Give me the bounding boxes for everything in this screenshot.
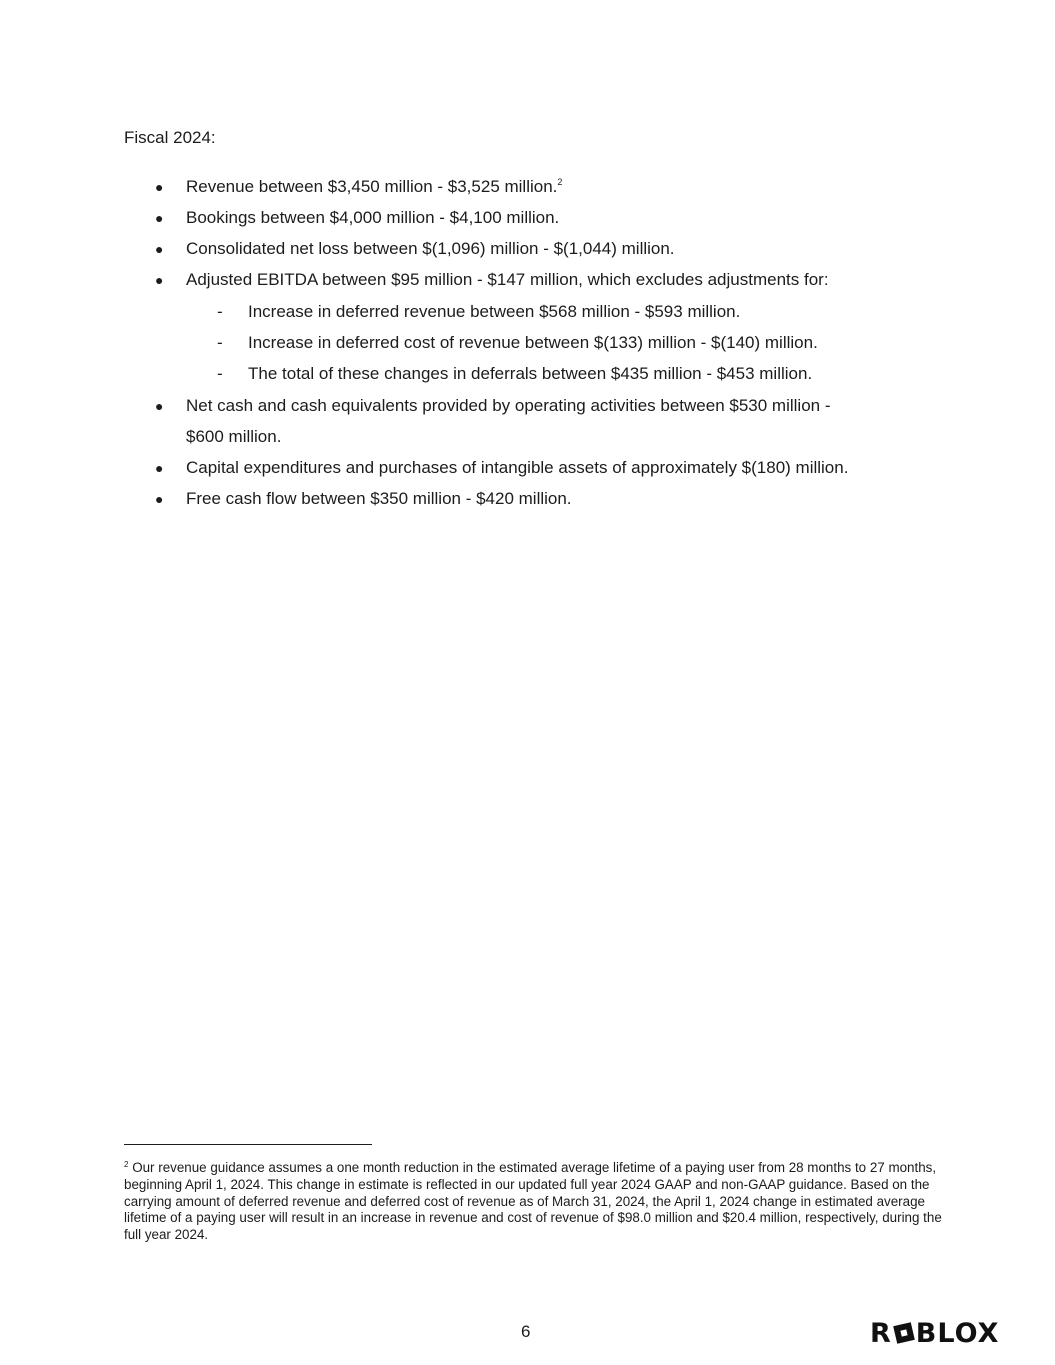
footnote-text: Our revenue guidance assumes a one month reduction in the estimated average lifetime of a paying user from 28 months to 27 months, beginning April 1, 2024. This change in estimate is reflected in our updated full year 2024 GAAP and non-GAAP guidance. Based on the carrying amount of deferred revenue and deferred cost of revenue as of March 31, 2024, the April 1, 2024 change in estimated average lifetime of a paying user will result in an increase in revenue and cost of revenue of $98.0 million and $20.4 million, respectively, during the full year 2024.	[124, 1160, 942, 1243]
roblox-tilted-square-icon	[893, 1322, 915, 1344]
bullet-icon: ●	[155, 491, 164, 507]
list-item-text: Net cash and cash equivalents provided by operating activities between $530 million -	[186, 396, 831, 415]
dash-icon: -	[217, 302, 223, 321]
sub-list-item-text: Increase in deferred cost of revenue between $(133) million - $(140) million.	[248, 333, 818, 352]
dash-icon: -	[217, 333, 223, 352]
list-item-text: Bookings between $4,000 million - $4,100 million.	[186, 208, 560, 227]
section-heading: Fiscal 2024:	[124, 128, 216, 147]
list-item-text: Consolidated net loss between $(1,096) million - $(1,044) million.	[186, 239, 675, 258]
footnote-ref[interactable]: 2	[557, 177, 563, 187]
bullet-icon: ●	[155, 241, 164, 257]
page-number: 6	[521, 1322, 531, 1341]
list-item-text: Adjusted EBITDA between $95 million - $147 million, which excludes adjustments for:	[186, 270, 829, 289]
bullet-icon: ●	[155, 460, 164, 476]
sub-list-item-text: Increase in deferred revenue between $568 million - $593 million.	[248, 302, 741, 321]
bullet-icon: ●	[155, 398, 164, 414]
list-item-text: Free cash flow between $350 million - $420 million.	[186, 489, 572, 508]
list-item-text: $600 million.	[186, 427, 282, 446]
dash-icon: -	[217, 364, 223, 383]
bullet-icon: ●	[155, 210, 164, 226]
footnote-divider	[124, 1144, 372, 1145]
bullet-icon: ●	[155, 272, 164, 288]
roblox-logo: R BLOX	[870, 1317, 1000, 1349]
list-item-text: Revenue between $3,450 million - $3,525 million.	[186, 177, 558, 196]
footnote-number: 2	[124, 1160, 129, 1169]
list-item-text: Capital expenditures and purchases of intangible assets of approximately $(180) million.	[186, 458, 849, 477]
sub-list-item-text: The total of these changes in deferrals between $435 million - $453 million.	[248, 364, 813, 383]
bullet-icon: ●	[155, 179, 164, 195]
footnote	[124, 1157, 944, 1244]
